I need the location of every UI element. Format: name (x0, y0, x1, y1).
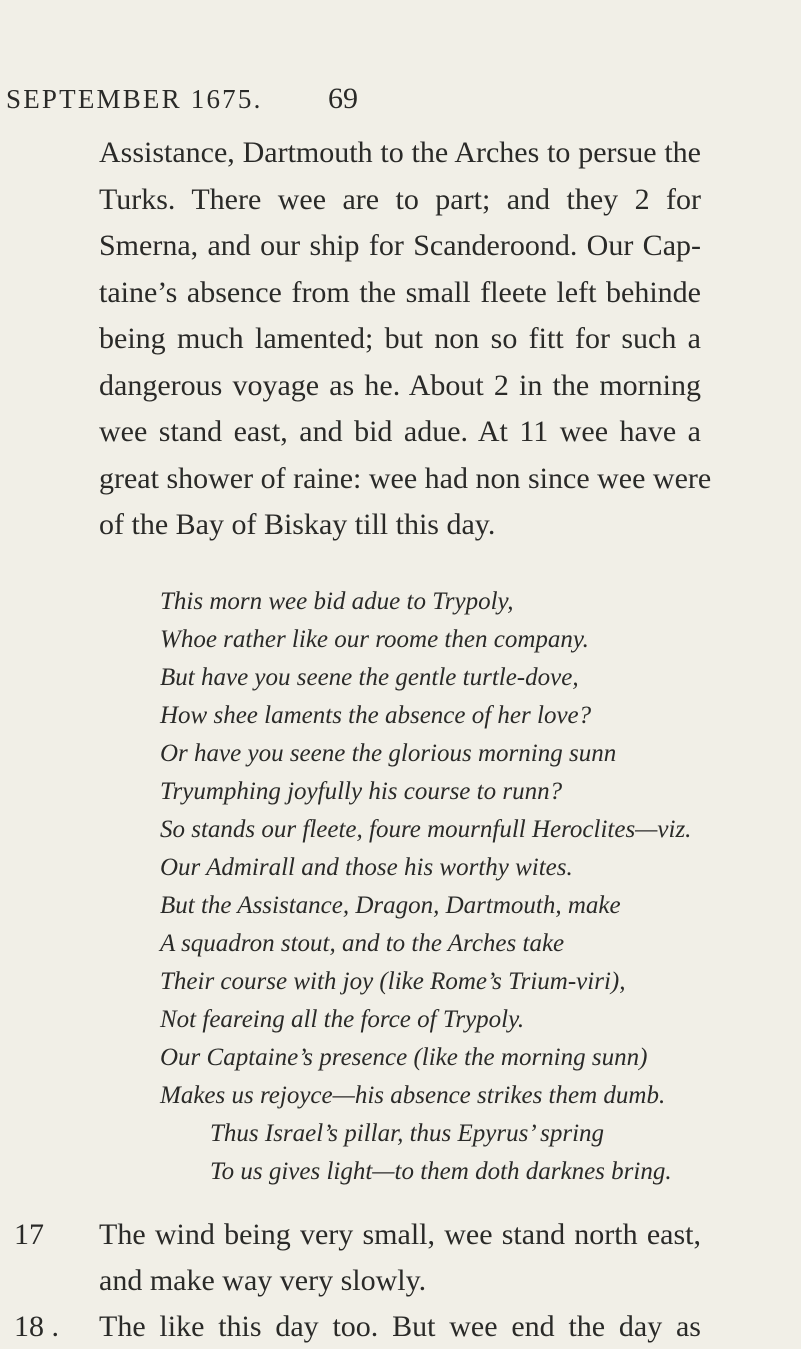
poem-line: This morn wee bid adue to Trypoly, (160, 588, 514, 615)
poem-line: Whoe rather like our roome then company. (160, 626, 589, 653)
poem-line: Our Captaine’s presence (like the morning sunn) (160, 1044, 648, 1071)
poem-line: Our Admirall and those his worthy wites. (160, 854, 573, 881)
poem-line: But the Assistance, Dragon, Dartmouth, make (160, 892, 621, 919)
poem-line: Their course with joy (like Rome’s Trium-viri), (160, 968, 626, 995)
text-line: The like this day too. But wee end the day as (99, 1310, 701, 1343)
poem-line: Not feareing all the force of Trypoly. (160, 1006, 525, 1033)
poem-line: How shee laments the absence of her love? (160, 702, 592, 729)
text-line: being much lamented; but non so fitt for such a (99, 322, 701, 355)
poem-line: To us gives light—to them doth darknes bring. (210, 1158, 672, 1185)
poem-line: So stands our fleete, foure mournfull Heroclites—viz. (160, 816, 692, 843)
margin-date: 18 . (14, 1310, 59, 1343)
text-line: wee stand east, and bid adue. At 11 wee have a (99, 415, 701, 448)
poem-line: Tryumphing joyfully his course to runn? (160, 778, 563, 805)
text-line: and make way very slowly. (99, 1264, 427, 1297)
margin-date: 17 (14, 1218, 44, 1251)
page-number: 69 (328, 82, 358, 115)
text-line: of the Bay of Biskay till this day. (99, 508, 496, 541)
poem-line: Makes us rejoyce—his absence strikes them dumb. (160, 1082, 666, 1109)
text-line: Turks. There wee are to part; and they 2 for (99, 183, 701, 216)
text-line: The wind being very small, wee stand north east, (99, 1218, 701, 1251)
poem-line: But have you seene the gentle turtle-dove, (160, 664, 579, 691)
text-line: great shower of raine: wee had non since wee were (99, 462, 712, 495)
text-line: Assistance, Dartmouth to the Arches to persue the (99, 136, 701, 169)
poem-line: A squadron stout, and to the Arches take (160, 930, 565, 957)
poem-line: Or have you seene the glorious morning sunn (160, 740, 617, 767)
text-line: dangerous voyage as he. About 2 in the morning (99, 369, 701, 402)
running-title: SEPTEMBER 1675. (6, 84, 263, 114)
text-line: taine’s absence from the small fleete left behinde (99, 276, 701, 309)
text-line: Smerna, and our ship for Scanderoond. Our Cap- (99, 229, 701, 262)
poem-line: Thus Israel’s pillar, thus Epyrus’ spring (210, 1120, 605, 1147)
running-head (0, 82, 801, 122)
